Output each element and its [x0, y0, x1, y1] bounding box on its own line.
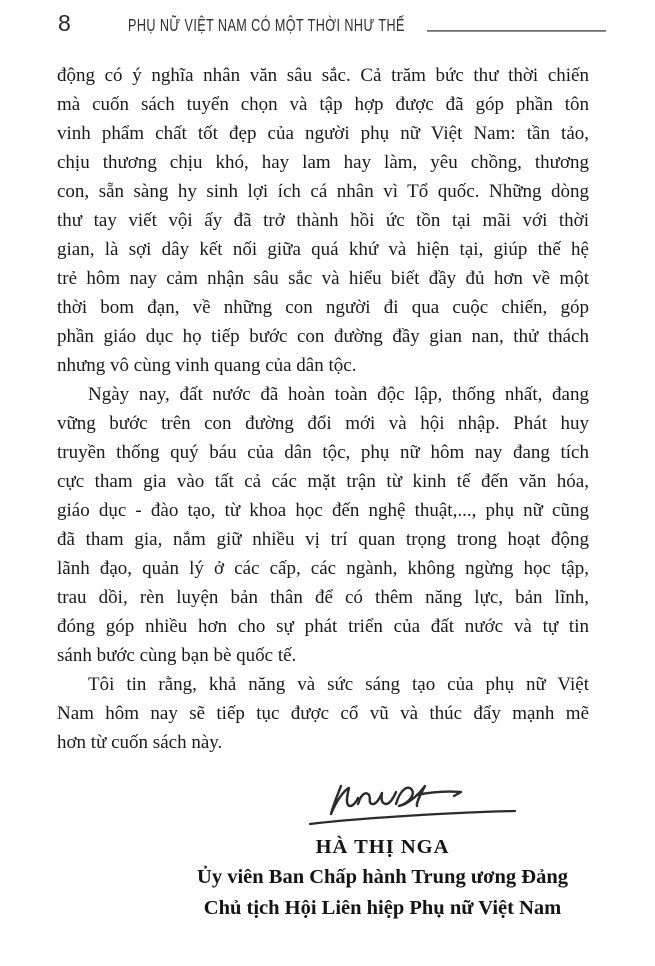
text-line: mà cuốn sách tuyển chọn và tập hợp được đã góp phần tôn — [57, 94, 589, 115]
text-line: trẻ hôm nay cảm nhận sâu sắc và hiểu biết đầy đủ hơn về một — [57, 268, 589, 289]
text-line: thư tay viết vội ấy đã trở thành hồi ức tồn tại mãi với thời — [57, 210, 589, 231]
text-line: con, sẵn sàng hy sinh lợi ích cá nhân vì Tổ quốc. Những dòng — [57, 181, 589, 202]
signer-role-1: Ủy viên Ban Chấp hành Trung ương Đảng — [197, 866, 568, 888]
signer-role-2: Chủ tịch Hội Liên hiệp Phụ nữ Việt Nam — [203, 897, 562, 919]
text-line: nhưng vô cùng vinh quang của dân tộc. — [57, 355, 357, 376]
text-line: trau dồi, rèn luyện bản thân để có thêm năng lực, bản lĩnh, — [57, 587, 589, 608]
text-line: hơn từ cuốn sách này. — [57, 732, 223, 753]
running-title: PHỤ NỮ VIỆT NAM CÓ MỘT THỜI NHƯ THẾ — [128, 15, 405, 35]
text-line: giáo dục - đào tạo, từ khoa học đến nghệ thuật,..., phụ nữ cũng — [57, 500, 589, 521]
text-line: phần giáo dục họ tiếp bước con đường đầy gian nan, thử thách — [57, 326, 589, 347]
text-line: vững bước trên con đường đổi mới và hội nhập. Phát huy — [57, 413, 589, 434]
text-line: đóng góp nhiều hơn cho sự phát triển của đất nước và tự tin — [57, 616, 589, 637]
header-rule — [427, 30, 606, 32]
text-line: thời bom đạn, về những con người đi qua cuộc chiến, góp — [57, 297, 589, 318]
signoff-block — [110, 832, 655, 924]
text-line: sánh bước cùng bạn bè quốc tế. — [57, 645, 297, 666]
text-line: Nam hôm nay sẽ tiếp tục được cổ vũ và thúc đẩy mạnh mẽ — [57, 703, 589, 724]
text-line: cực tham gia vào tất cả các mặt trận từ kinh tế đến văn hóa, — [57, 471, 589, 492]
text-line: truyền thống quý báu của dân tộc, phụ nữ hôm nay đang tích — [57, 442, 589, 463]
text-line: Ngày nay, đất nước đã hoàn toàn độc lập, thống nhất, đang — [88, 384, 589, 405]
signature — [300, 774, 525, 832]
signer-name: HÀ THỊ NGA — [315, 836, 450, 858]
text-line: Tôi tin rằng, khả năng và sức sáng tạo của phụ nữ Việt — [88, 674, 589, 695]
text-line: động có ý nghĩa nhân văn sâu sắc. Cả trăm bức thư thời chiến — [57, 65, 589, 86]
signature-icon — [300, 774, 525, 832]
text-line: lãnh đạo, quản lý ở các cấp, các ngành, không ngừng học tập, — [57, 558, 589, 579]
text-line: chịu thương chịu khó, hay lam hay làm, yêu chồng, thương — [57, 152, 589, 173]
text-line: vinh phẩm chất tốt đẹp của người phụ nữ Việt Nam: tần tảo, — [57, 123, 589, 144]
page-number: 8 — [58, 10, 71, 36]
body-text — [57, 61, 589, 757]
text-line: gian, là sợi dây kết nối giữa quá khứ và hiện tại, giúp thế hệ — [57, 239, 589, 260]
text-line: đã tham gia, nắm giữ nhiều vị trí quan trọng trong hoạt động — [57, 529, 589, 550]
